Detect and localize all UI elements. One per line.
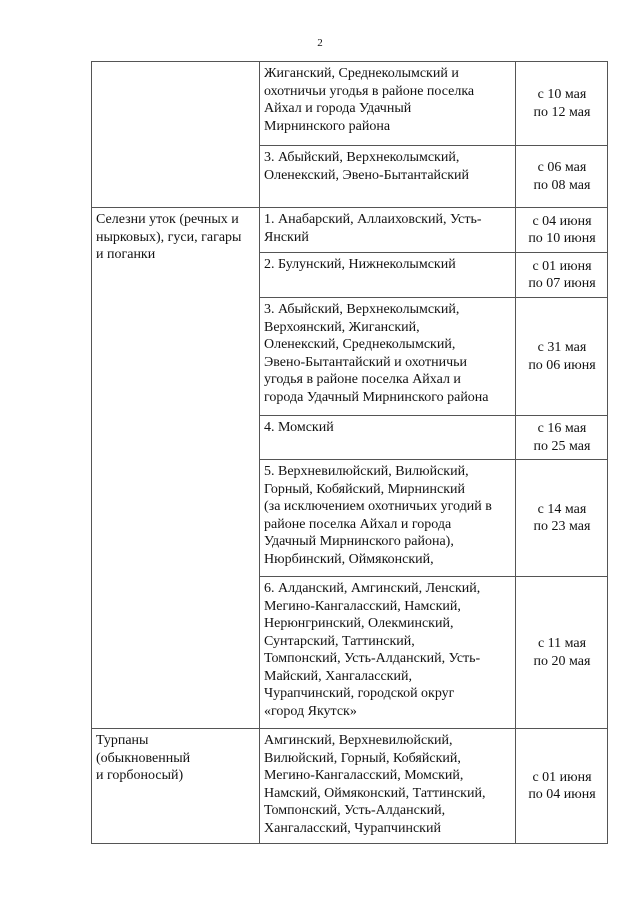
date-start: с 04 июня [532,213,592,229]
page-number: 2 [317,37,323,49]
table-row [92,729,608,844]
districts-line: Оленекский, Эвено-Бытантайский [264,167,470,183]
districts-line: 6. Алданский, Амгинский, Ленский, [264,581,481,596]
date-start: с 16 мая [537,421,587,436]
dates-cell [516,253,608,298]
date-start: с 10 мая [537,87,587,102]
districts-cell [260,416,516,460]
districts-line: угодья в районе поселка Айхал и [264,372,461,387]
districts-line: Айхал и города Удачный [264,101,412,116]
districts-line: Мегино-Кангаласский, Момский, [264,768,464,783]
districts-line: Оленекский, Среднеколымский, [264,337,456,352]
districts-line: Нерюнгринский, Олекминский, [264,616,454,631]
districts-line: районе поселка Айхал и города [264,516,452,532]
date-end: по 10 июня [528,231,596,246]
districts-cell [260,146,516,208]
dates-cell [516,729,608,844]
date-end: по 25 мая [533,438,591,454]
districts-line: Амгинский, Верхневилюйский, [264,733,453,748]
dates-cell [516,460,608,577]
districts-line: Янский [264,229,309,245]
date-start: с 11 мая [537,636,587,651]
districts-cell [260,460,516,577]
districts-line: (за исключением охотничьих угодий в [264,499,492,514]
date-start: с 31 мая [537,340,587,355]
date-end: по 08 мая [533,177,591,193]
districts-line: Майский, Хангаласский, [264,668,412,684]
dates-cell [516,208,608,253]
date-end: по 04 июня [528,787,596,802]
districts-line: Сунтарский, Таттинский, [264,633,415,649]
districts-line: Чурапчинский, городской округ [264,686,455,701]
table-row [92,62,608,146]
species-cell [92,729,260,844]
districts-line: 2. Булунский, Нижнеколымский [264,257,456,272]
districts-line: Мегино-Кангаласский, Намский, [264,598,461,614]
districts-line: 5. Верхневилюйский, Вилюйский, [264,464,469,479]
date-end: по 12 мая [533,104,591,120]
date-end: по 07 июня [528,276,596,291]
districts-cell [260,729,516,844]
dates-cell [516,62,608,146]
hunting-season-table [91,61,608,844]
districts-line: Эвено-Бытантайский и охотничьи [264,354,468,370]
species-line: и горбоносый) [96,768,184,783]
districts-line: Мирнинского района [264,118,391,134]
districts-line: Вилюйский, Горный, Кобяйский, [264,750,461,766]
districts-line: Нюрбинский, Оймяконский, [264,551,434,567]
species-line: нырковых), гуси, гагары [96,229,242,245]
species-line: и поганки [96,247,156,262]
date-end: по 23 мая [533,519,591,534]
dates-cell [516,577,608,729]
districts-line: Томпонский, Усть-Алданский, [264,803,446,818]
date-start: с 06 мая [537,160,587,175]
districts-cell [260,62,516,146]
table-body [92,62,608,844]
districts-cell [260,253,516,298]
species-line: Турпаны [96,733,149,748]
date-end: по 06 июня [528,357,596,373]
table-row [92,208,608,253]
districts-line: Жиганский, Среднеколымский и [264,66,459,81]
districts-cell [260,298,516,416]
districts-line: Горный, Кобяйский, Мирнинский [264,481,466,497]
species-cell [92,62,260,208]
species-cell [92,208,260,729]
districts-line: Удачный Мирнинского района), [264,534,454,549]
districts-line: Томпонский, Усть-Алданский, Усть- [264,651,481,666]
districts-line: Намский, Оймяконский, Таттинский, [264,785,486,801]
districts-line: города Удачный Мирнинского района [264,389,489,405]
dates-cell [516,146,608,208]
dates-cell [516,298,608,416]
date-start: с 01 июня [532,258,592,274]
date-start: с 01 июня [532,769,592,785]
date-start: с 14 мая [537,501,587,517]
date-end: по 20 мая [533,653,591,669]
districts-cell [260,208,516,253]
districts-line: 4. Момский [264,420,334,435]
districts-line: 3. Абыйский, Верхнеколымский, [264,302,460,317]
districts-line: охотничьи угодья в районе поселка [264,83,475,99]
species-line: Селезни уток (речных и [96,212,239,227]
districts-line: 3. Абыйский, Верхнеколымский, [264,150,460,165]
districts-line: Верхоянский, Жиганский, [264,319,420,335]
dates-cell [516,416,608,460]
species-line: (обыкновенный [96,750,191,766]
districts-cell [260,577,516,729]
districts-line: Хангаласский, Чурапчинский [264,820,441,836]
districts-line: 1. Анабарский, Аллаиховский, Усть- [264,212,482,227]
districts-line: «город Якутск» [264,703,357,719]
